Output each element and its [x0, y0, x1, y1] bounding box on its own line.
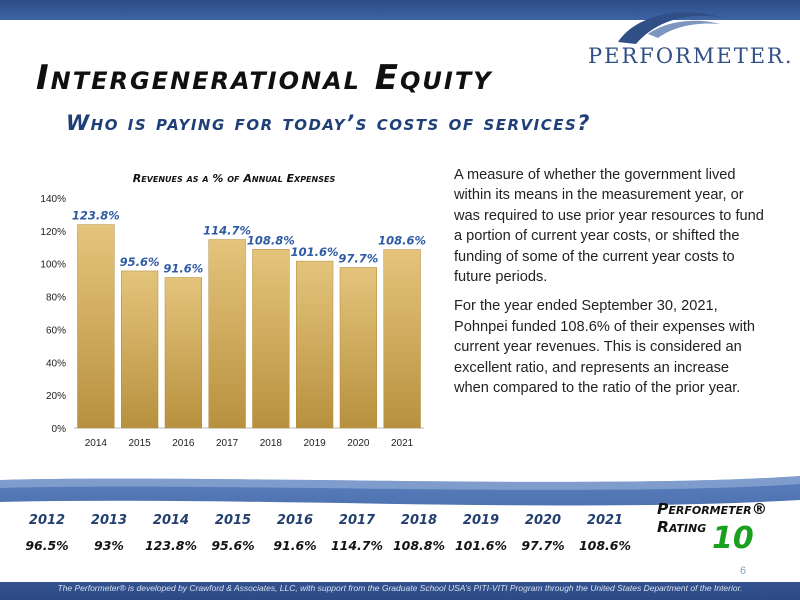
- rating-label-line-1: Performeter®: [657, 500, 768, 518]
- description-paragraph-1: A measure of whether the government lived within its means in the measurement year, or was required to use prior year resources to fund a portion of current year costs, or shifted the funding of some of the current year costs to future periods.: [454, 167, 764, 286]
- x-tick-label: 2021: [391, 438, 414, 449]
- footer-credit: The Performeter® is developed by Crawford & Associates, LLC, with support from the Graduate School USA’s PITI-VITI Program through the United States Department of the Interior.: [57, 583, 743, 593]
- bar-data-label: 95.6%: [119, 254, 160, 269]
- bar-2020: [340, 267, 377, 428]
- rating-values-row: [16, 538, 636, 553]
- rating-value-2012: 96.5%: [25, 538, 69, 553]
- rating-year-2013: 2013: [90, 513, 128, 528]
- rating-year-2014: 2014: [152, 513, 190, 528]
- bar-data-label: 108.8%: [246, 233, 295, 248]
- y-tick-label: 140%: [40, 194, 66, 205]
- bar-data-label: 114.7%: [203, 223, 252, 238]
- x-tick-label: 2014: [84, 438, 107, 449]
- description-text: [454, 165, 766, 407]
- bar-data-label: 91.6%: [163, 261, 204, 276]
- bar-2017: [209, 240, 246, 428]
- rating-value-2013: 93%: [94, 538, 124, 553]
- description-paragraph-2: For the year ended September 30, 2021, Pohnpei funded 108.6% of their expenses with current year revenues. This is considered an excellent ratio, and represents an increase when compared to the ratio of the prior year.: [454, 298, 756, 397]
- x-tick-label: 2017: [216, 438, 239, 449]
- bottom-banner: [0, 474, 800, 600]
- bar-2018: [253, 249, 290, 428]
- rating-year-2020: 2020: [524, 513, 562, 528]
- bar-data-label: 97.7%: [338, 251, 379, 266]
- performeter-rating-value: 10: [712, 521, 754, 556]
- rating-year-2016: 2016: [276, 513, 314, 528]
- bar-2015: [121, 271, 158, 428]
- performeter-logo-text: PERFORMETER.: [588, 44, 794, 68]
- y-tick-label: 20%: [45, 391, 66, 403]
- bar-2016: [165, 278, 202, 428]
- y-tick-label: 120%: [40, 226, 66, 238]
- rating-value-2016: 91.6%: [273, 538, 317, 553]
- x-tick-label: 2019: [303, 438, 326, 449]
- bar-2021: [384, 250, 421, 428]
- slide-subtitle: Who is paying for today’s costs of services?: [66, 111, 591, 135]
- y-tick-label: 60%: [45, 325, 66, 337]
- rating-label-line-2: Rating: [657, 518, 707, 536]
- bar-data-label: 108.6%: [378, 233, 427, 248]
- rating-year-2017: 2017: [338, 513, 376, 528]
- chart-title: Revenues as a % of Annual Expenses: [132, 172, 336, 185]
- rating-value-2015: 95.6%: [211, 538, 255, 553]
- y-tick-label: 0%: [51, 424, 66, 435]
- bar-2019: [296, 261, 333, 428]
- rating-year-2015: 2015: [214, 513, 252, 528]
- x-tick-label: 2020: [347, 438, 370, 449]
- bar-2014: [78, 225, 115, 428]
- rating-year-2012: 2012: [28, 513, 66, 528]
- rating-value-2019: 101.6%: [454, 538, 508, 553]
- revenue-bar-chart: [0, 160, 440, 460]
- rating-value-2017: 114.7%: [330, 538, 384, 553]
- x-tick-label: 2015: [128, 438, 151, 449]
- bar-data-label: 101.6%: [290, 245, 339, 260]
- rating-value-2018: 108.8%: [392, 538, 446, 553]
- rating-years-row: [16, 513, 636, 528]
- rating-year-2021: 2021: [586, 513, 624, 528]
- y-tick-label: 40%: [45, 358, 66, 370]
- rating-year-2018: 2018: [400, 513, 438, 528]
- bar-data-label: 123.8%: [71, 208, 120, 223]
- page-number: 6: [740, 565, 747, 577]
- rating-year-2019: 2019: [462, 513, 500, 528]
- y-tick-label: 100%: [40, 259, 66, 271]
- slide-title: Intergenerational Equity: [36, 58, 493, 98]
- rating-value-2014: 123.8%: [144, 538, 198, 553]
- rating-value-2020: 97.7%: [521, 538, 565, 553]
- x-tick-label: 2018: [259, 438, 282, 449]
- x-tick-label: 2016: [172, 438, 195, 449]
- rating-value-2021: 108.6%: [578, 538, 632, 553]
- y-tick-label: 80%: [45, 292, 66, 304]
